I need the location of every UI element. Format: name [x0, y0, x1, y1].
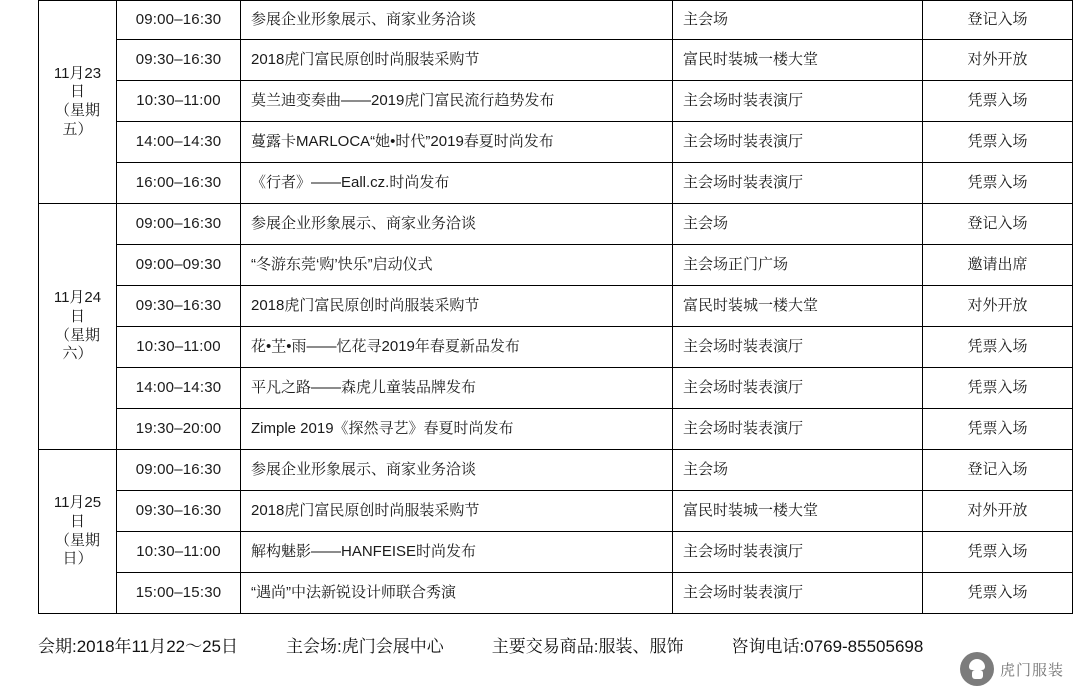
- admission-cell: 对外开放: [923, 491, 1073, 532]
- table-row: [39, 532, 1073, 573]
- time-cell: 14:00–14:30: [117, 122, 241, 163]
- date-line-1: 11月25日: [53, 494, 102, 530]
- table-row: [39, 163, 1073, 204]
- place-cell: 主会场时装表演厅: [673, 573, 923, 614]
- time-cell: 09:00–16:30: [117, 450, 241, 491]
- place-cell: 主会场时装表演厅: [673, 532, 923, 573]
- place-cell: 主会场时装表演厅: [673, 122, 923, 163]
- table-row: [39, 245, 1073, 286]
- table-row: [39, 204, 1073, 245]
- time-cell: 10:30–11:00: [117, 81, 241, 122]
- place-cell: 主会场时装表演厅: [673, 368, 923, 409]
- time-cell: 19:30–20:00: [117, 409, 241, 450]
- admission-cell: 对外开放: [923, 40, 1073, 81]
- admission-cell: 凭票入场: [923, 532, 1073, 573]
- table-row: [39, 40, 1073, 81]
- time-cell: 10:30–11:00: [117, 532, 241, 573]
- date-cell: [39, 204, 117, 450]
- table-row: [39, 368, 1073, 409]
- event-cell: 蔓露卡MARLOCA“她•时代”2019春夏时尚发布: [241, 122, 673, 163]
- place-cell: 主会场: [673, 450, 923, 491]
- footer-info: [38, 624, 1048, 664]
- event-cell: 平凡之路——森虎儿童装品牌发布: [241, 368, 673, 409]
- admission-cell: 登记入场: [923, 1, 1073, 40]
- place-cell: 主会场: [673, 1, 923, 40]
- event-cell: 解构魅影——HANFEISE时尚发布: [241, 532, 673, 573]
- time-cell: 09:30–16:30: [117, 491, 241, 532]
- footer-phone: 咨询电话:0769-85505698: [731, 636, 924, 656]
- table-row: [39, 573, 1073, 614]
- time-cell: 14:00–14:30: [117, 368, 241, 409]
- time-cell: 10:30–11:00: [117, 327, 241, 368]
- footer-period: 会期:2018年11月22～25日: [38, 636, 239, 656]
- event-cell: 莫兰迪变奏曲——2019虎门富民流行趋势发布: [241, 81, 673, 122]
- place-cell: 富民时装城一楼大堂: [673, 491, 923, 532]
- watermark-label: 虎门服装: [999, 661, 1064, 679]
- place-cell: 主会场时装表演厅: [673, 327, 923, 368]
- place-cell: 富民时装城一楼大堂: [673, 40, 923, 81]
- time-cell: 09:00–16:30: [117, 204, 241, 245]
- wechat-account-icon: [960, 652, 994, 686]
- event-cell: 2018虎门富民原创时尚服装采购节: [241, 286, 673, 327]
- event-cell: 参展企业形象展示、商家业务洽谈: [241, 204, 673, 245]
- date-cell: [39, 450, 117, 614]
- admission-cell: 对外开放: [923, 286, 1073, 327]
- table-row: [39, 81, 1073, 122]
- admission-cell: 凭票入场: [923, 573, 1073, 614]
- place-cell: 主会场时装表演厅: [673, 409, 923, 450]
- footer-venue: 主会场:虎门会展中心: [286, 636, 444, 656]
- admission-cell: 凭票入场: [923, 122, 1073, 163]
- footer-goods: 主要交易商品:服装、服饰: [491, 636, 684, 656]
- date-line-1: 11月24日: [53, 289, 102, 325]
- place-cell: 主会场: [673, 204, 923, 245]
- admission-cell: 登记入场: [923, 450, 1073, 491]
- table-row: [39, 409, 1073, 450]
- date-cell: [39, 1, 117, 204]
- event-cell: 2018虎门富民原创时尚服装采购节: [241, 491, 673, 532]
- date-line-2: （星期日）: [54, 531, 100, 568]
- time-cell: 09:00–09:30: [117, 245, 241, 286]
- admission-cell: 凭票入场: [923, 81, 1073, 122]
- admission-cell: 登记入场: [923, 204, 1073, 245]
- time-cell: 15:00–15:30: [117, 573, 241, 614]
- event-cell: Zimple 2019《探然寻艺》春夏时尚发布: [241, 409, 673, 450]
- admission-cell: 邀请出席: [923, 245, 1073, 286]
- table-row: [39, 286, 1073, 327]
- date-line-2: （星期五）: [54, 102, 100, 138]
- time-cell: 09:30–16:30: [117, 40, 241, 81]
- table-row: [39, 1, 1073, 40]
- admission-cell: 凭票入场: [923, 368, 1073, 409]
- event-cell: 《行者》——Eall.cz.时尚发布: [241, 163, 673, 204]
- admission-cell: 凭票入场: [923, 409, 1073, 450]
- time-cell: 16:00–16:30: [117, 163, 241, 204]
- event-cell: “冬游东莞‘购’快乐”启动仪式: [241, 245, 673, 286]
- event-cell: 2018虎门富民原创时尚服装采购节: [241, 40, 673, 81]
- admission-cell: 凭票入场: [923, 163, 1073, 204]
- table-row: [39, 122, 1073, 163]
- place-cell: 富民时装城一楼大堂: [673, 286, 923, 327]
- time-cell: 09:00–16:30: [117, 1, 241, 40]
- event-cell: 花•芏•雨——忆花寻2019年春夏新品发布: [241, 327, 673, 368]
- event-cell: “遇尚”中法新锐设计师联合秀演: [241, 573, 673, 614]
- event-schedule-table: [38, 0, 1073, 614]
- date-line-2: （星期六）: [54, 326, 100, 363]
- place-cell: 主会场正门广场: [673, 245, 923, 286]
- table-row: [39, 491, 1073, 532]
- event-cell: 参展企业形象展示、商家业务洽谈: [241, 1, 673, 40]
- date-line-1: 11月23日: [53, 64, 102, 101]
- event-cell: 参展企业形象展示、商家业务洽谈: [241, 450, 673, 491]
- watermark: [960, 652, 1064, 686]
- admission-cell: 凭票入场: [923, 327, 1073, 368]
- time-cell: 09:30–16:30: [117, 286, 241, 327]
- table-row: [39, 327, 1073, 368]
- place-cell: 主会场时装表演厅: [673, 163, 923, 204]
- place-cell: 主会场时装表演厅: [673, 81, 923, 122]
- table-row: [39, 450, 1073, 491]
